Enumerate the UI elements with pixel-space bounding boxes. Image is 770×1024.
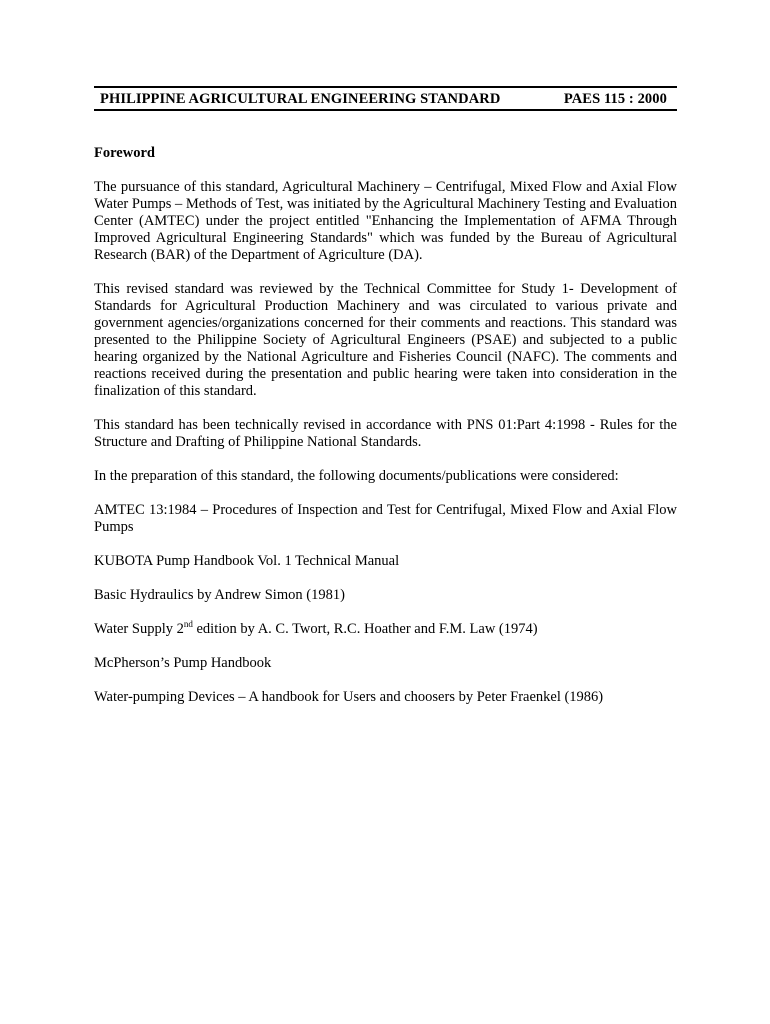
section-heading: Foreword bbox=[94, 145, 155, 161]
reference-item: Water-pumping Devices – A handbook for Users and choosers by Peter Fraenkel (1986) bbox=[94, 689, 604, 705]
superscript: nd bbox=[183, 619, 193, 630]
paragraph: In the preparation of this standard, the following documents/publications were considered: bbox=[94, 468, 619, 484]
paragraph: This standard has been technically revised in accordance with PNS 01:Part 4:1998 - Rules for the Structure and Drafting of Philippine National Standards. bbox=[94, 417, 677, 450]
paragraph: The pursuance of this standard, Agricultural Machinery – Centrifugal, Mixed Flow and Axial Flow Water Pumps – Methods of Test, was initiated by the Agricultural Machinery Testing and Evaluation Center (AMTEC) under the project entitled "Enhancing the Implementation of AFMA Through Improved Agricultural Engineering Standards" which was funded by the Bureau of Agricultural Research (BAR) of the Department of Agriculture (DA). bbox=[94, 179, 678, 263]
reference-text: edition by A. C. Twort, R.C. Hoather and F.M. Law (1974) bbox=[192, 621, 538, 637]
standard-code: PAES 115 : 2000 bbox=[563, 91, 667, 107]
reference-text: Water Supply 2 bbox=[94, 621, 184, 637]
reference-item: AMTEC 13:1984 – Procedures of Inspection and Test for Centrifugal, Mixed Flow and Axial Flow Pumps bbox=[94, 502, 677, 535]
reference-item: KUBOTA Pump Handbook Vol. 1 Technical Manual bbox=[94, 553, 400, 569]
standard-title: PHILIPPINE AGRICULTURAL ENGINEERING STANDARD bbox=[100, 91, 501, 107]
paragraph: This revised standard was reviewed by the Technical Committee for Study 1- Development of Standards for Agricultural Production Machinery and was circulated to various private and government agencies/organizations concerned for their comments and reactions. This standard was presented to the Philippine Society of Agricultural Engineers (PSAE) and subjected to a public hearing organized by the National Agriculture and Fisheries Council (NAFC). The comments and reactions received during the presentation and public hearing were taken into consideration in the finalization of this standard. bbox=[94, 281, 677, 399]
reference-item: Basic Hydraulics by Andrew Simon (1981) bbox=[94, 587, 345, 603]
reference-item: McPherson’s Pump Handbook bbox=[94, 655, 272, 671]
page-header bbox=[94, 86, 677, 111]
reference-item bbox=[94, 621, 677, 638]
document-page bbox=[94, 86, 677, 706]
